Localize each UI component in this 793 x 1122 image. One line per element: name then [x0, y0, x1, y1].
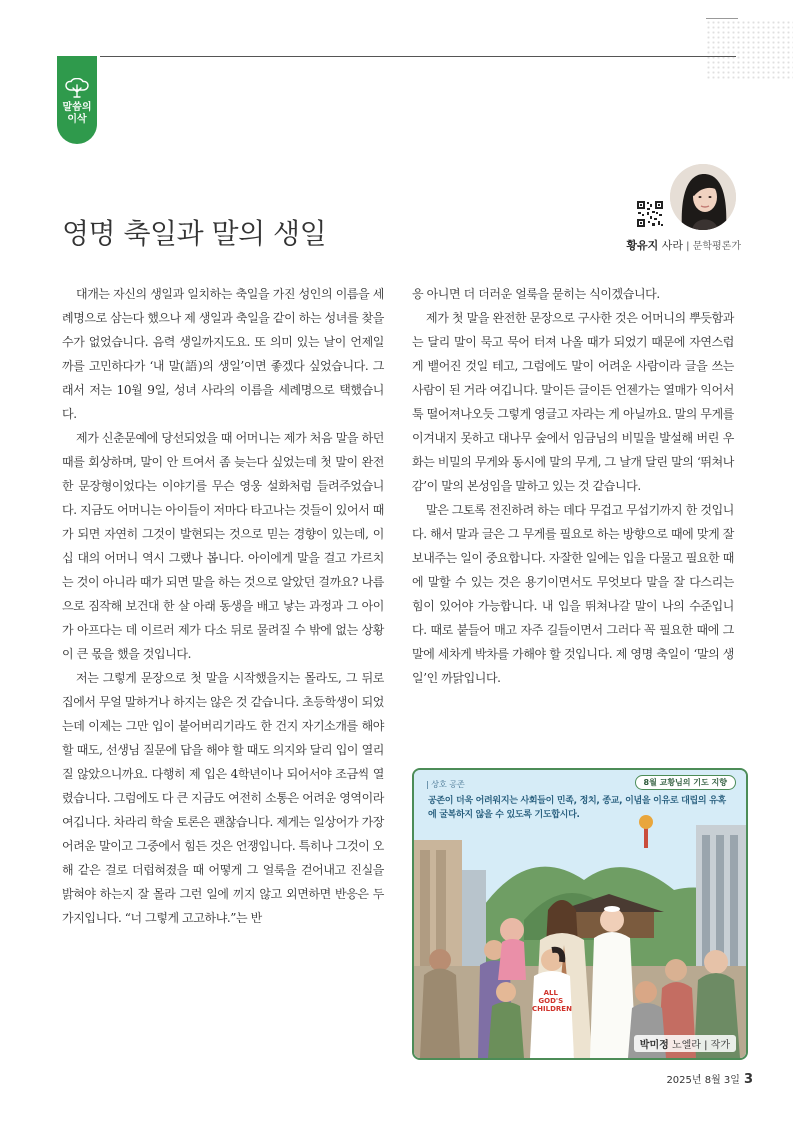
section-label: 말씀의 이삭	[62, 102, 92, 125]
issue-date: 2025년 8월 3일	[666, 1075, 740, 1086]
byline-separator: |	[682, 241, 693, 252]
author-role: 문학평론가	[692, 241, 741, 252]
corner-pattern	[706, 20, 793, 80]
paragraph: 저는 그렇게 문장으로 첫 말을 시작했을지는 몰라도, 그 뒤로 집에서 무얼 말하거나 하지는 않은 것 같습니다. 초등학생이 되었는데 이제는 그만 입이 붙어버리기라도 한 건지 자기소개를 해야 할 때도, 선생님 질문에 답을 해야 할 때도 의지와 달리 입이 열리질 않았으니까요. 다행히 제 입은 4학년이나 되어서야 조금씩 열렸습니다. 그럼에도 다 큰 지금도 여전히 소통은 어려운 영역이라 여깁니다. 차라리 학술 토론은 괜찮습니다. 제게는 일상어가 가장 어려운 말이고 그중에서 힘든 것은 언쟁입니다. 특히나 그것이 오해 같은 걸로 더럽혀졌을 때 어떻게 그 얼룩을 걷어내고 진실을 밝혀야 하는지 잘 몰라 그런 일에 끼지 않고 외면하면 반응은 두 가지입니다. “너 그렇게 고고하냐.”는 반	[62, 671, 384, 925]
prayer-intention-text: 공존이 더욱 어려워지는 사회들이 민족, 정치, 종교, 이념을 이유로 대립의 유혹에 굴복하지 않을 수 있도록 기도합시다.	[428, 796, 726, 820]
prayer-category: | 상호 공존	[426, 780, 465, 789]
page-footer	[666, 1071, 753, 1087]
page-number: 3	[743, 1072, 753, 1087]
byline	[626, 237, 741, 253]
artist-role: 작가	[710, 1040, 730, 1051]
paragraph: 말은 그토록 전진하려 하는 데다 무겁고 무섭기까지 한 것입니다. 해서 말과 글은 그 무게를 필요로 하는 방향으로 때에 맞게 잘 보내주는 일이 중요합니다. 자잘한 일에는 입을 다물고 필요한 때에 말할 수 있는 것은 용기이면서도 무엇보다 말을 잘 다스리는 힘이 있어야 가능합니다. 내 입을 뛰쳐나갈 말이 나의 수준입니다. 때로 붙들어 매고 자주 길들이면서 그러다 꼭 필요한 때에 그 말에 세차게 박차를 가해야 할 것입니다. 제 영명 축일이 ‘말의 생일’인 까닭입니다.	[412, 503, 734, 685]
shirt-text-line-2: GOD'S	[538, 997, 564, 1005]
article-title: 영명 축일과 말의 생일	[62, 217, 327, 250]
qr-code-icon[interactable]	[636, 200, 664, 228]
corner-mark	[706, 18, 738, 19]
author-name: 황유지	[626, 239, 659, 252]
header-rule	[100, 56, 736, 57]
article-column-left	[62, 282, 384, 1064]
artist-name: 박미정	[639, 1040, 669, 1051]
prayer-intention-badge: 8월 교황님의 기도 지향	[635, 775, 736, 790]
author-photo	[670, 164, 736, 230]
section-tab	[57, 56, 97, 144]
author-portrait-illustration	[670, 164, 736, 230]
tree-icon	[63, 78, 91, 98]
paragraph: 응 아니면 더 더러운 얼룩을 묻히는 식이겠습니다.	[412, 287, 660, 301]
paragraph: 제가 신춘문예에 당선되었을 때 어머니는 제가 처음 말을 하던 때를 회상하며, 말이 안 트여서 좀 늦는다 싶었는데 첫 말이 완전한 문장형이었다는 이야기를 무슨 영웅 설화처럼 들려주었습니다. 지금도 어머니는 아이들이 저마다 타고나는 것들이 있어서 때가 되면 자연히 그것이 발현되는 것으로 믿는 경향이 있는데, 이십 대의 어머니 역시 그랬나 봅니다. 아이에게 말을 걸고 가르치는 것이 아니라 때가 되면 말을 하는 것으로 알았던 걸까요? 나름으로 짐작해 보건대 한 살 아래 동생을 배고 낳는 과정과 그 아이가 아프다는 데 이르러 제가 다소 뒤로 물려질 수 밖에 없는 상황이 큰 몫을 했을 것입니다.	[62, 431, 384, 661]
paragraph: 제가 첫 말을 완전한 문장으로 구사한 것은 어머니의 뿌듯함과는 달리 말이 묵고 묵어 터져 나올 때가 되었기 때문에 자연스럽게 뱉어진 것일 테고, 그럼에도 말이 어려운 사람이라 글을 쓰는 사람이 된 거라 여깁니다. 말이든 글이든 언젠가는 열매가 익어서 툭 떨어져나오듯 그렇게 영글고 자라는 게 아닐까요. 말의 무게를 이겨내지 못하고 대나무 숲에서 임금님의 비밀을 발설해 버린 우화는 비밀의 무게와 동시에 말의 무게, 그 날개 달린 말의 ‘뛰쳐나감’이 말의 본성임을 말하고 있는 것 같습니다.	[412, 311, 734, 493]
shirt-text-line-1: ALL	[543, 989, 558, 997]
article-column-right	[412, 282, 734, 742]
artist-separator: |	[700, 1040, 711, 1051]
shirt-text-line-3: CHILDREN	[532, 1005, 572, 1013]
paragraph: 대개는 자신의 생일과 일치하는 축일을 가진 성인의 이름을 세례명으로 삼는다 했으나 제 생일과 축일을 같이 하는 성녀를 찾을 수가 없었습니다. 음력 생일까지도요. 또 의미 있는 날이 언제일까를 고민하다가 ‘내 말(語)의 생일’이면 좋겠다 싶었습니다. 그래서 저는 10월 9일, 성녀 사라의 이름을 세례명으로 택했습니다.	[62, 287, 384, 421]
artist-credit	[634, 1035, 736, 1052]
author-baptismal-name: 사라	[658, 239, 683, 252]
artist-baptismal-name: 노엘라	[668, 1040, 701, 1051]
prayer-intention-card	[412, 768, 748, 1060]
